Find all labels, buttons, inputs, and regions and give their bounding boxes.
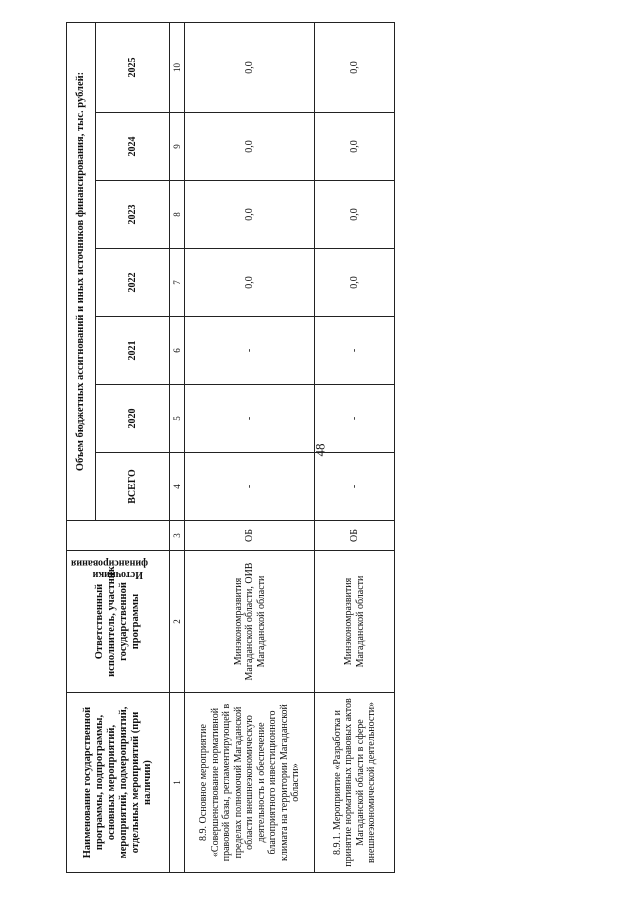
table-row — [185, 23, 315, 873]
column-number: 7 — [170, 249, 185, 317]
column-number: 6 — [170, 317, 185, 385]
row-value: 0,0 — [185, 113, 315, 181]
column-number: 3 — [170, 521, 185, 551]
header-source-label: Источники финансирования — [70, 558, 148, 581]
column-number: 4 — [170, 453, 185, 521]
row-source: ОБ — [315, 521, 395, 551]
column-number: 2 — [170, 551, 185, 693]
header-year: 2020 — [96, 385, 170, 453]
row-value: - — [315, 385, 395, 453]
row-value: 0,0 — [185, 249, 315, 317]
budget-table — [66, 22, 395, 873]
header-responsible: Ответственный исполнитель, участник государственной программы — [67, 551, 170, 693]
column-number: 9 — [170, 113, 185, 181]
row-value: 0,0 — [185, 23, 315, 113]
header-source — [67, 521, 170, 581]
row-value: 0,0 — [315, 113, 395, 181]
table-row — [315, 23, 395, 873]
column-number: 1 — [170, 693, 185, 873]
column-number: 10 — [170, 23, 185, 113]
row-value-total: - — [185, 453, 315, 521]
row-value: 0,0 — [315, 23, 395, 113]
row-value: 0,0 — [315, 249, 395, 317]
row-value: - — [185, 385, 315, 453]
header-year: 2023 — [96, 181, 170, 249]
header-name: Наименование государственной программы, подпрограммы, основных мероприятий, мероприятий, подмероприятий, отдельных мероприятий (при наличии) — [67, 693, 170, 873]
row-value: - — [315, 317, 395, 385]
header-year: 2025 — [96, 23, 170, 113]
row-value: - — [185, 317, 315, 385]
header-year: 2022 — [96, 249, 170, 317]
row-value: 0,0 — [185, 181, 315, 249]
header-volume: Объем бюджетных ассигнований и иных источников финансирования, тыс. рублей: — [67, 23, 96, 521]
page-number: 48 — [312, 443, 327, 457]
header-year: 2021 — [96, 317, 170, 385]
row-value-total: - — [315, 453, 395, 521]
rotated-table-container — [66, 23, 378, 873]
row-name: 8.9.1. Мероприятие «Разработка и принятие нормативных правовых актов Магаданской области в сфере внешнеэкономической деятельности» — [315, 693, 395, 873]
row-responsible: Минэкономразвития Магаданской области — [315, 551, 395, 693]
column-number-row — [170, 23, 185, 873]
header-total: ВСЕГО — [96, 453, 170, 521]
column-number: 8 — [170, 181, 185, 249]
row-value: 0,0 — [315, 181, 395, 249]
row-name: 8.9. Основное мероприятие «Совершенствование нормативной правовой базы, регламентирующей в пределах полномочий Магаданской области внешнеэкономическую деятельность и обеспечение благоприятного инвестиционного климата на территории Магаданской области» — [185, 693, 315, 873]
row-responsible: Минэкономразвития Магаданской области, ОИВ Магаданской области — [185, 551, 315, 693]
header-year: 2024 — [96, 113, 170, 181]
column-number: 5 — [170, 385, 185, 453]
row-source: ОБ — [185, 521, 315, 551]
